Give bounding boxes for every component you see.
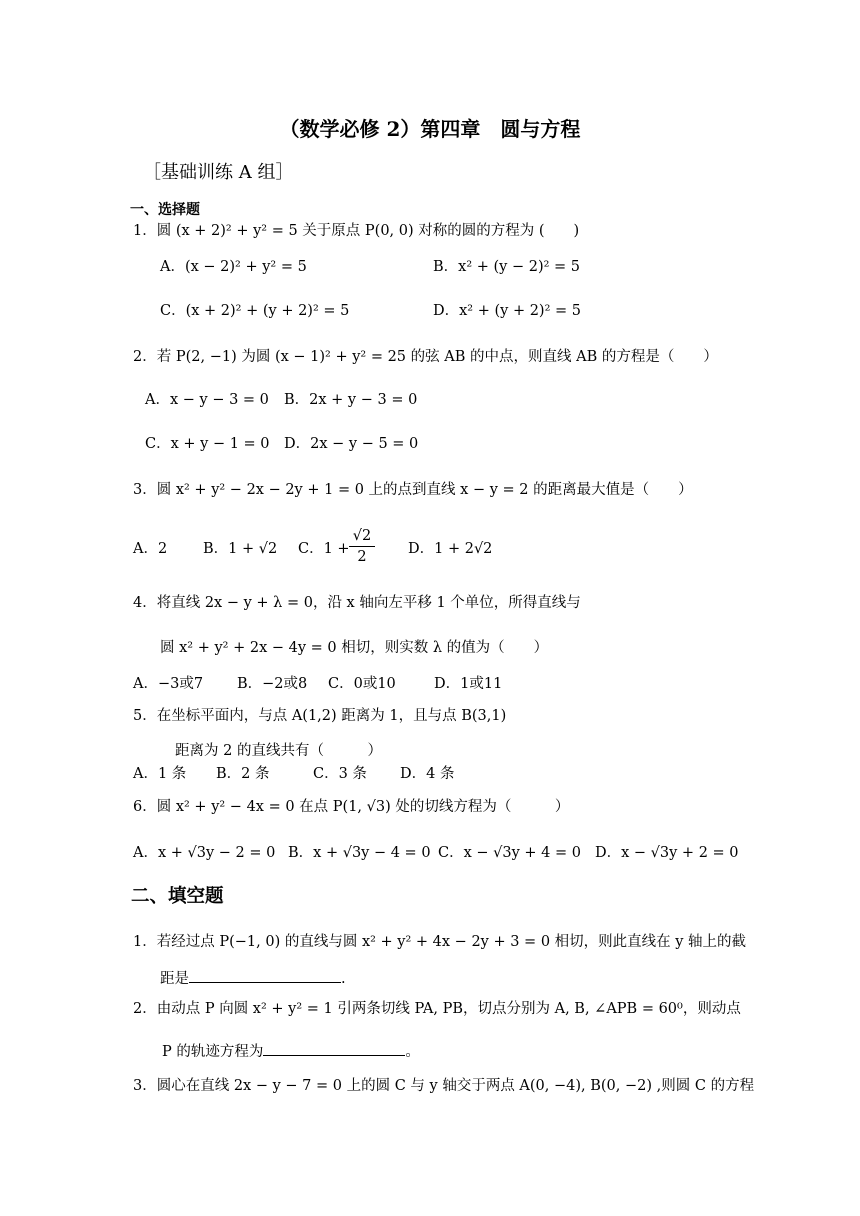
fill-1-stem-line2 — [160, 968, 346, 989]
question-3-option-c: C．1 + — [298, 541, 350, 557]
fill-2-stem-line2 — [162, 1041, 420, 1062]
question-3-option-d: D．1 + 2√2 — [408, 541, 493, 557]
part2-heading: 二、填空题 — [131, 886, 224, 907]
fill-2-prefix: P 的轨迹方程为 — [162, 1044, 264, 1060]
question-5-stem: 5．在坐标平面内，与点 A(1,2) 距离为 1，且与点 B(3,1) — [133, 708, 507, 724]
question-2-option-b: B．2x + y − 3 = 0 — [284, 392, 418, 408]
question-3-option-b: B．1 + √2 — [203, 541, 278, 557]
question-6-option-b: B．x + √3y − 4 = 0 — [288, 845, 431, 861]
question-2-option-c: C．x + y − 1 = 0 — [145, 436, 270, 452]
question-6-option-d: D．x − √3y + 2 = 0 — [595, 845, 739, 861]
fill-2-stem: 2．由动点 P 向圆 x² + y² = 1 引两条切线 PA, PB，切点分别为 A, B, ∠APB = 60⁰，则动点 — [133, 1001, 741, 1017]
question-5-option-c: C．3 条 — [313, 766, 367, 782]
question-5-option-d: D．4 条 — [400, 766, 455, 782]
question-4-stem: 4．将直线 2x − y + λ = 0，沿 x 轴向左平移 1 个单位，所得直线与 — [133, 595, 581, 611]
fraction-denominator: 2 — [357, 549, 367, 565]
fill-1-end: . — [341, 971, 346, 987]
fill-2-end: 。 — [405, 1044, 420, 1060]
question-3-option-a: A．2 — [133, 541, 168, 557]
question-6-option-a: A．x + √3y − 2 = 0 — [133, 845, 276, 861]
question-5-option-a: A．1 条 — [133, 766, 187, 782]
question-2-option-d: D．2x − y − 5 = 0 — [284, 436, 419, 452]
question-6-stem: 6．圆 x² + y² − 4x = 0 在点 P(1, √3) 处的切线方程为（ ） — [133, 799, 570, 815]
question-5-option-b: B．2 条 — [216, 766, 270, 782]
question-3-fraction — [349, 527, 375, 566]
page-title: （数学必修 2）第四章 圆与方程 — [279, 117, 581, 141]
section-label: ［基础训练 A 组］ — [143, 162, 294, 183]
question-1-stem: 1．圆 (x + 2)² + y² = 5 关于原点 P(0, 0) 对称的圆的方程为 ( ) — [133, 223, 580, 239]
question-4-stem-line2: 圆 x² + y² + 2x − 4y = 0 相切，则实数 λ 的值为（ ） — [160, 640, 549, 656]
fill-1-stem: 1．若经过点 P(−1, 0) 的直线与圆 x² + y² + 4x − 2y + 3 = 0 相切，则此直线在 y 轴上的截 — [133, 934, 747, 950]
question-1-option-c: C．(x + 2)² + (y + 2)² = 5 — [160, 303, 350, 319]
question-6-option-c: C．x − √3y + 4 = 0 — [438, 845, 581, 861]
question-1-option-d: D．x² + (y + 2)² = 5 — [433, 303, 581, 319]
question-5-stem-line2: 距离为 2 的直线共有（ ） — [175, 743, 382, 759]
question-1-option-a: A．(x − 2)² + y² = 5 — [160, 259, 307, 275]
part1-heading: 一、选择题 — [130, 202, 200, 218]
question-3-stem: 3．圆 x² + y² − 2x − 2y + 1 = 0 上的点到直线 x − y = 2 的距离最大值是（ ） — [133, 482, 693, 498]
question-4-option-c: C．0或10 — [328, 676, 396, 692]
fraction-bar — [349, 546, 375, 547]
question-2-stem: 2．若 P(2, −1) 为圆 (x − 1)² + y² = 25 的弦 AB 的中点，则直线 AB 的方程是（ ） — [133, 349, 718, 365]
fill-3-stem: 3．圆心在直线 2x − y − 7 = 0 上的圆 C 与 y 轴交于两点 A(0, −4), B(0, −2) ,则圆 C 的方程 — [133, 1078, 755, 1094]
question-2-option-a: A．x − y − 3 = 0 — [145, 392, 269, 408]
question-4-option-d: D．1或11 — [434, 676, 503, 692]
question-4-option-b: B．−2或8 — [237, 676, 308, 692]
question-1-option-b: B．x² + (y − 2)² = 5 — [433, 259, 581, 275]
fill-1-answer-blank[interactable] — [189, 968, 341, 983]
fill-1-prefix: 距是 — [160, 971, 189, 987]
fill-2-answer-blank[interactable] — [263, 1041, 405, 1056]
question-4-option-a: A．−3或7 — [133, 676, 204, 692]
fraction-numerator: √2 — [352, 528, 372, 544]
